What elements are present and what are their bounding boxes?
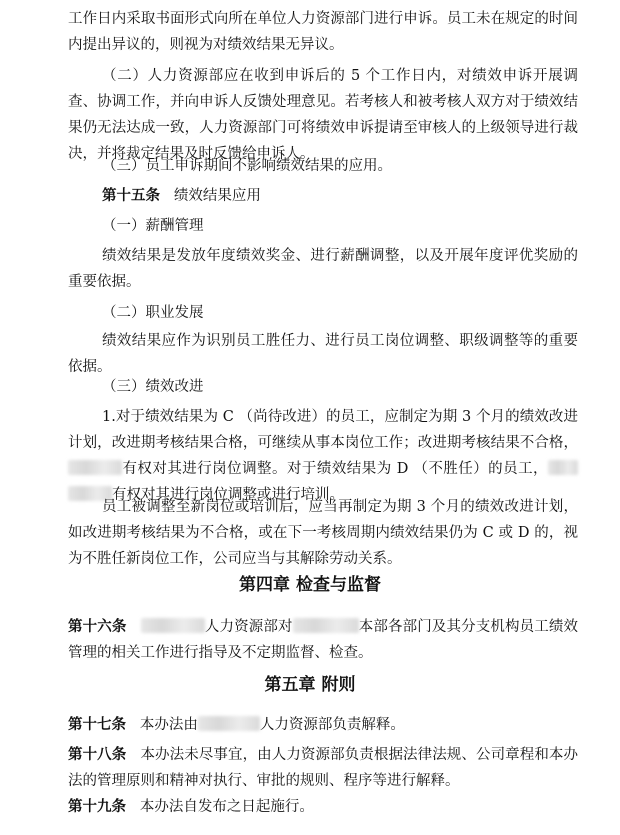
- chapter-5-heading: 第五章 附则: [264, 675, 356, 695]
- article-15-text: 绩效结果应用: [173, 188, 261, 204]
- redacted-text: [293, 618, 359, 633]
- section-improvement-title: （三）绩效改进: [102, 379, 204, 395]
- article-16-text-b: 本部各部门及其分支机构员工绩效管理的相关工作进行指导及不定期监督、检查。: [68, 619, 579, 661]
- paragraph-appeal-deadline: 工作日内采取书面形式向所在单位人力资源部门进行申诉。员工未在规定的时间内提出异议的，则视为对绩效结果无异议。: [68, 11, 578, 53]
- article-19: [68, 794, 578, 820]
- section-career-title: （二）职业发展: [102, 305, 204, 321]
- article-17-text-a: 本办法由: [139, 717, 198, 733]
- article-17: [68, 712, 578, 738]
- article-17-title: 第十七条: [68, 716, 126, 733]
- section-salary-title: （一）薪酬管理: [102, 218, 204, 234]
- article-18: [68, 742, 578, 794]
- article-15: [68, 183, 578, 209]
- improvement-text-c: 有权对其进行岗位调整或进行培训。: [112, 487, 344, 503]
- paragraph-appeal-effect: （三）员工申诉期间不影响绩效结果的应用。: [102, 158, 392, 174]
- redacted-text: [68, 460, 122, 475]
- article-18-text: 本办法未尽事宜，由人力资源部负责根据法律法规、公司章程和本办法的管理原则和精神对执行、审批的规则、程序等进行解释。: [68, 747, 579, 789]
- article-16-title: 第十六条: [68, 618, 127, 635]
- article-15-title: 第十五条: [102, 187, 160, 204]
- section-salary-text: 绩效结果是发放年度绩效奖金、进行薪酬调整，以及开展年度评优奖励的重要依据。: [68, 248, 578, 290]
- section-career-text: 绩效结果应作为识别员工胜任力、进行员工岗位调整、职级调整等的重要依据。: [68, 333, 578, 375]
- paragraph-appeal-handling: （二）人力资源部应在收到申诉后的 5 个工作日内，对绩效申诉开展调查、协调工作，并向申诉人反馈处理意见。若考核人和被考核人双方对于绩效结果仍无法达成一致，人力资源部门可将绩效申诉提请至审核人的上级领导进行裁决，并将裁定结果及时反馈给申诉人。: [68, 68, 578, 162]
- chapter-4-heading: 第四章 检查与监督: [239, 575, 381, 595]
- section-improvement-paragraph-2: 员工被调整至新岗位或培训后，应当再制定为期 3 个月的绩效改进计划，如改进期考核结果为不合格，或在下一考核周期内绩效结果仍为 C 或 D 的，视为不胜任新岗位工作，公司应当与其解除劳动关系。: [68, 499, 578, 567]
- redacted-text: [198, 716, 260, 731]
- redacted-text: [141, 618, 205, 633]
- improvement-text-b: 有权对其进行岗位调整。对于绩效结果为 D （不胜任）的员工，: [122, 461, 548, 477]
- redacted-text: [548, 460, 578, 475]
- article-16-text-a: 人力资源部对: [204, 619, 293, 635]
- article-17-text-b: 人力资源部负责解释。: [259, 717, 405, 733]
- article-19-title: 第十九条: [68, 798, 126, 815]
- article-16: [68, 614, 578, 666]
- section-improvement-paragraph-1: [68, 404, 578, 508]
- article-18-title: 第十八条: [68, 746, 127, 763]
- article-19-text: 本办法自发布之日起施行。: [139, 799, 314, 815]
- improvement-text-a: 1.对于绩效结果为 C （尚待改进）的员工，应制定为期 3 个月的绩效改进计划，改进期考核结果合格，可继续从事本岗位工作；改进期考核结果不合格，: [68, 409, 578, 451]
